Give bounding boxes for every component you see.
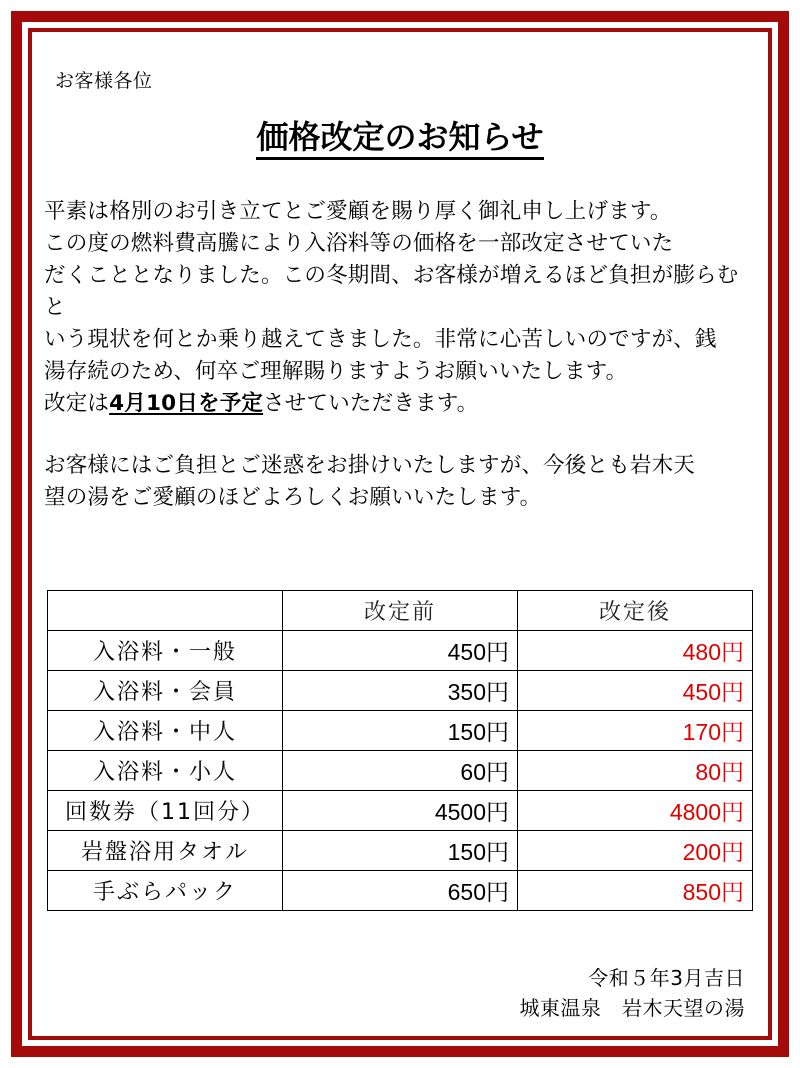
item-name: 入浴料・一般 [48,631,283,671]
salutation: お客様各位 [55,70,153,92]
price-after: 80円 [518,751,753,791]
text-line: お客様にはご負担とご迷惑をお掛けいたしますが、今後とも岩木天 [44,453,696,478]
text-segment: させていただきます。 [263,391,479,416]
issue-date: 令和５年3月吉日 [588,966,745,990]
text-line: 湯存続のため、何卒ご理解賜りますようお願いいたします。 [44,359,628,384]
price-before: 450円 [283,631,518,671]
item-name: 回数券（11回分） [48,791,283,831]
item-name: 手ぶらパック [48,871,283,911]
paragraph-intro [44,196,760,388]
title-text: 価格改定のお知らせ [256,118,543,160]
price-after: 450円 [518,671,753,711]
price-before: 650円 [283,871,518,911]
text-line: いう現状を何とか乗り越えてきました。非常に心苦しいのですが、銭 [44,327,717,352]
price-table [47,590,753,911]
price-before: 4500円 [283,791,518,831]
price-after: 480円 [518,631,753,671]
text-line: だくこととなりました。この冬期間、お客様が増えるほど負担が膨らむと [44,263,739,320]
item-name: 岩盤浴用タオル [48,831,283,871]
price-before: 60円 [283,751,518,791]
table-row [48,831,753,871]
table-row [48,711,753,751]
table-row [48,671,753,711]
item-name: 入浴料・会員 [48,671,283,711]
page-title [0,112,800,158]
price-after: 170円 [518,711,753,751]
table-row [48,871,753,911]
effective-date-emphasis: 4月10日を予定 [109,391,264,416]
paragraph-closing [44,450,760,514]
header-empty [48,591,283,631]
sender-name: 城東温泉 岩木天望の湯 [519,996,745,1020]
price-after: 850円 [518,871,753,911]
table-row [48,751,753,791]
price-after: 200円 [518,831,753,871]
text-segment: 改定は [44,391,110,416]
text-line: この度の燃料費高騰により入浴料等の価格を一部改定させていた [44,231,674,256]
price-before: 150円 [283,711,518,751]
item-name: 入浴料・小人 [48,751,283,791]
header-after: 改定後 [518,591,753,631]
paragraph-date [44,388,760,420]
item-name: 入浴料・中人 [48,711,283,751]
table-row [48,791,753,831]
table-row [48,631,753,671]
price-after: 4800円 [518,791,753,831]
price-before: 150円 [283,831,518,871]
table-header-row [48,591,753,631]
price-before: 350円 [283,671,518,711]
header-before: 改定前 [283,591,518,631]
text-line: 望の湯をご愛顧のほどよろしくお願いいたします。 [44,485,542,510]
text-line: 平素は格別のお引き立てとご愛顧を賜り厚く御礼申し上げます。 [44,199,672,224]
